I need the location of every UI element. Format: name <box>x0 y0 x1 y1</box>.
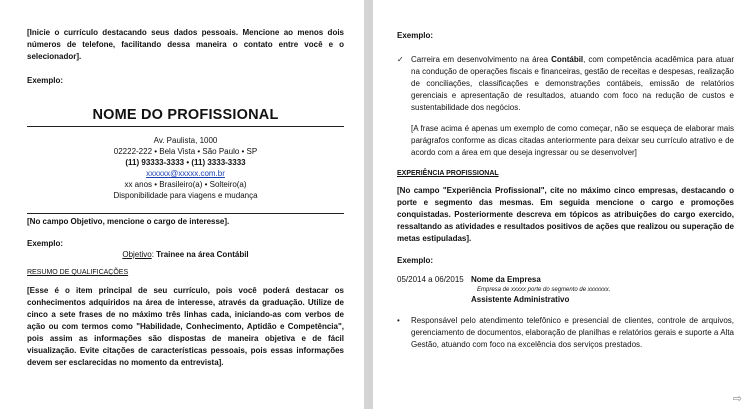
objective-line <box>27 250 344 259</box>
bullet-rest: , com competência acadêmica para atuar na condução de operações fiscais e financeiras, gestão de receitas e despesas, realização de conciliações, classificações e demonstrações contábeis, emissão de relatórios gerenciais e apresentação de resultados, atuando com foco na redução de custos e sustentabilidade dos negócios. <box>411 55 734 112</box>
example-label: Exemplo: <box>397 31 434 40</box>
job-role: Assistente Administrativo <box>471 295 570 304</box>
summary-bullet-list <box>397 54 734 114</box>
job-detail <box>471 275 734 304</box>
bullet-text: Responsável pelo atendimento telefônico e presencial de clientes, controle de arquivos, gerenciamento de documentos, elaboração de planilhas e relatórios gerais e suporte a Alta Gestão, atuando com foco na excelência dos serviços prestados. <box>411 316 734 349</box>
intro-instruction: [Inicie o currículo destacando seus dados pessoais. Mencione ao menos dois números de telefone, facilitando dessa maneira o contato entre você e o selecionador]. <box>27 28 344 61</box>
bullet-dot-icon: • <box>397 316 400 325</box>
example-note: [A frase acima é apenas um exemplo de como começar, não se esqueça de elaborar mais parágrafos conforme as dicas citadas anteriormente para deixar seu currículo atrativo e de acordo com a área em que deseja ingressar ou se desenvolver] <box>411 124 734 157</box>
job-entry <box>397 275 734 304</box>
list-item <box>397 54 734 114</box>
address-line: Av. Paulista, 1000 <box>153 136 218 145</box>
company-description: Empresa de xxxxx porte do segmento de xxxxxxx. <box>477 287 611 293</box>
qualifications-heading: RESUMO DE QUALIFICAÇÕES <box>27 269 129 276</box>
email-link[interactable]: xxxxxx@xxxxx.com.br <box>146 169 225 178</box>
qualifications-instruction: [Esse é o item principal de seu currículo, pois você poderá destacar os conhecimentos adquiridos na área de interesse, através da graduação. Utilize de cinco a sete frases de no máximo três linhas cada, iniciando-as com verbos de ação ou com termos como "Habilidade, Conhecimento, Aptidão e Competência", pois assim as informações são dispostas de maneira objetiva e de fácil visualização. Evite citações de características pessoais, pois essas informações devem ser esclarecidas no momento da entrevista]. <box>27 286 344 367</box>
experience-heading: EXPERIÊNCIA PROFISSIONAL <box>397 170 499 177</box>
example-label: Exemplo: <box>27 76 64 85</box>
company-name: Nome da Empresa <box>471 275 541 284</box>
experience-instruction: [No campo "Experiência Profissional", cite no máximo cinco empresas, destacando o porte e segmento das mesmas. Em seguida mencione o cargo e promoções conquistadas. Posteriormente descreva em tópicos as atribuições do cargo exercido, ressaltando as atividades e resultados positivos de ações que realizou ou superação de metas estipuladas]. <box>397 186 734 243</box>
list-item <box>397 315 734 351</box>
objective-instruction: [No campo Objetivo, mencione o cargo de interesse]. <box>27 213 344 226</box>
availability-line: Disponibilidade para viagens e mudança <box>113 191 258 200</box>
example-label: Exemplo: <box>27 239 64 248</box>
job-dates: 05/2014 a 06/2015 <box>397 275 464 284</box>
contact-block <box>27 135 344 201</box>
next-page-arrow-icon[interactable]: ⇨ <box>732 393 742 405</box>
duties-bullet-list <box>397 315 734 351</box>
document-page-right <box>373 0 748 409</box>
objective-value: Trainee na área Contábil <box>156 250 249 259</box>
bullet-text: Carreira em desenvolvimento na área <box>411 55 552 64</box>
personal-info-line: xx anos • Brasileiro(a) • Solteiro(a) <box>124 180 247 189</box>
objective-label: Objetivo <box>122 250 152 259</box>
example-label: Exemplo: <box>397 256 434 265</box>
document-page-left <box>0 0 364 409</box>
phone-line: (11) 93333-3333 • (11) 3333-3333 <box>125 158 246 167</box>
bullet-strong: Contábil <box>551 55 584 64</box>
check-mark-icon: ✓ <box>397 55 404 64</box>
professional-name: NOME DO PROFISSIONAL <box>27 107 344 127</box>
city-line: 02222-222 • Bela Vista • São Paulo • SP <box>113 147 258 156</box>
objective-separator: : <box>151 250 154 259</box>
